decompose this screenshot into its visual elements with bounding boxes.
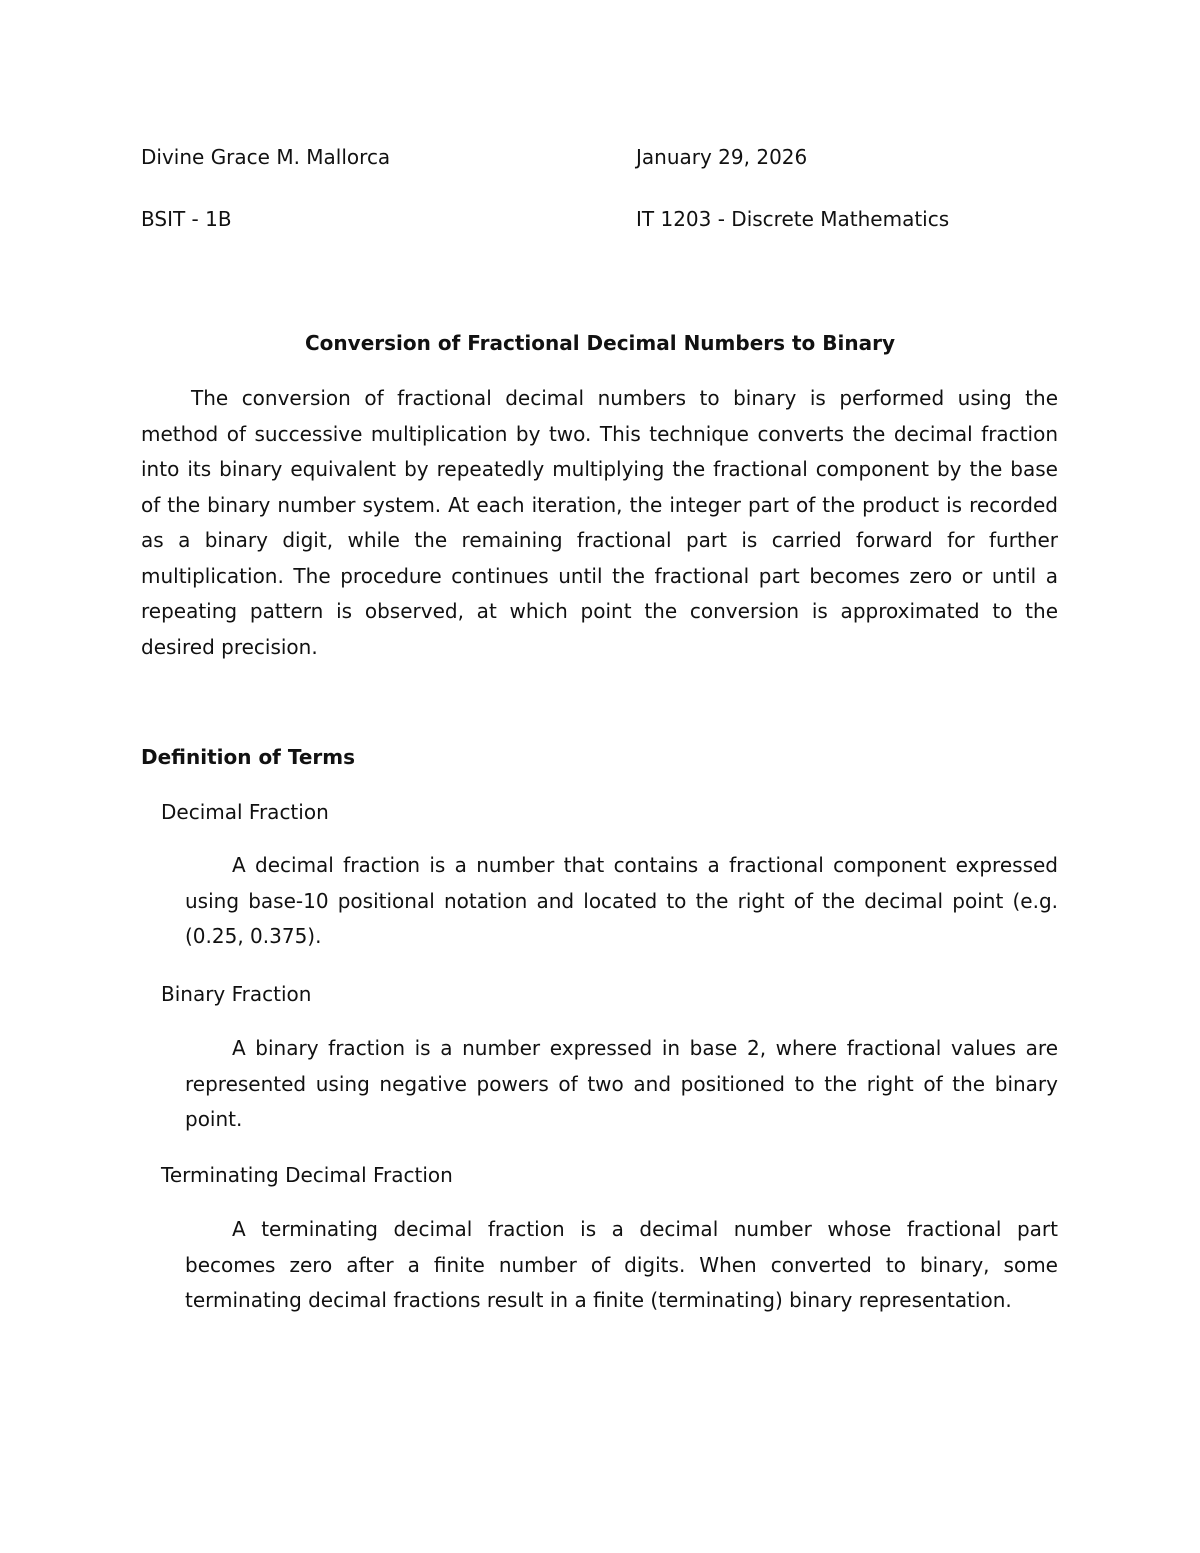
term-binary-fraction: Binary Fraction [161,982,312,1006]
definition-decimal-fraction: A decimal fraction is a number that contains a fractional component expressed using base-10 positional notation and located to the right of the decimal point (e.g.(0.25, 0.375). [185,853,1058,948]
student-section: BSIT - 1B [141,207,232,231]
term-terminating-decimal-fraction: Terminating Decimal Fraction [161,1163,453,1187]
student-name: Divine Grace M. Mallorca [141,145,391,169]
document-title: Conversion of Fractional Decimal Numbers to Binary [305,331,895,355]
definition-binary-fraction: A binary fraction is a number expressed in base 2, where fractional values are represented using negative powers of two and positioned to the right of the binary point. [185,1036,1058,1131]
definition-terminating-decimal-fraction: A terminating decimal fraction is a decimal number whose fractional part becomes zero after a finite number of digits. When converted to binary, some terminating decimal fractions result in a finite (terminating) binary representation. [185,1217,1058,1312]
intro-paragraph: The conversion of fractional decimal numbers to binary is performed using the method of successive multiplication by two. This technique converts the decimal fraction into its binary equivalent by repeatedly multiplying the fractional component by the base of the binary number system. At each iteration, the integer part of the product is recorded as a binary digit, while the remaining fractional part is carried forward for further multiplication. The procedure continues until the fractional part becomes zero or until a repeating pattern is observed, at which point the conversion is approximated to the desired precision. [141,386,1058,659]
term-decimal-fraction: Decimal Fraction [161,800,329,824]
section-heading: Definition of Terms [141,745,356,769]
submission-date: January 29, 2026 [636,145,808,169]
course-name: IT 1203 - Discrete Mathematics [636,207,950,231]
